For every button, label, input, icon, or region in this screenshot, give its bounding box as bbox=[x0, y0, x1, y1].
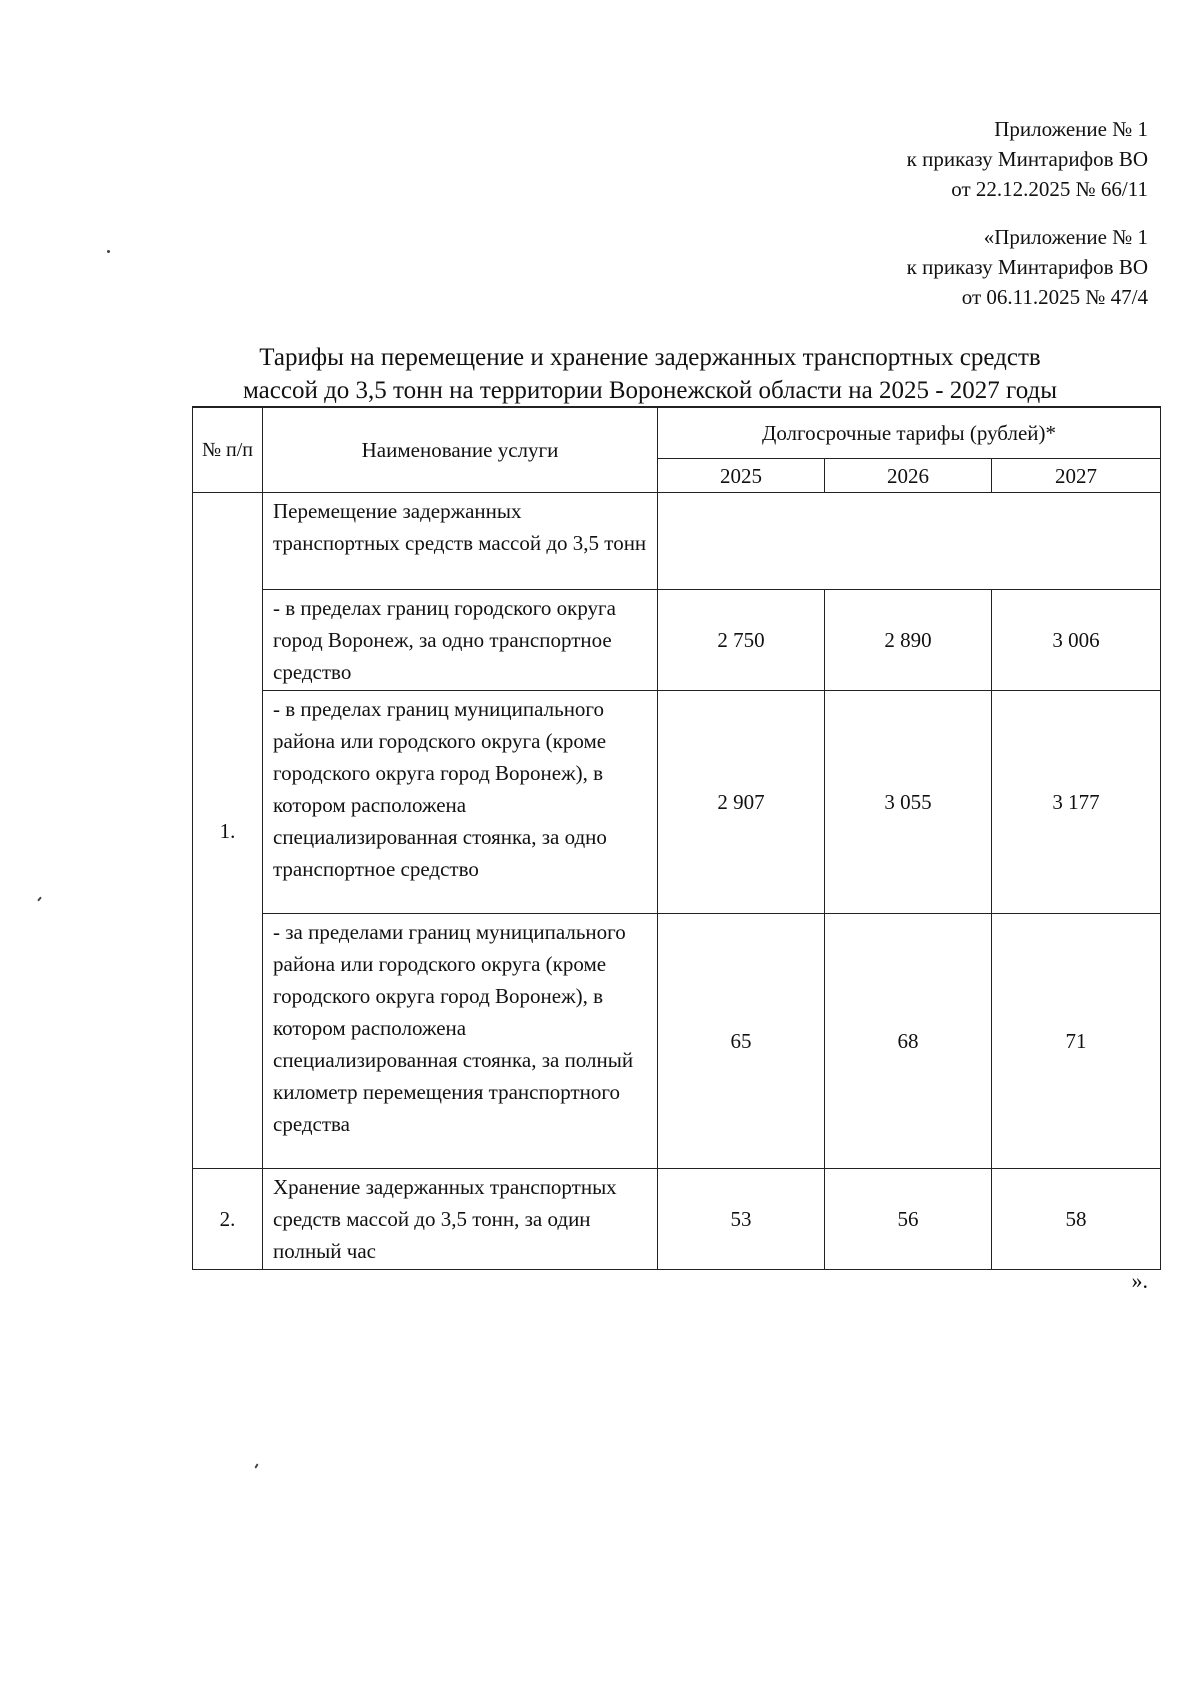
section1-title: Перемещение задержанных транспортных средств массой до 3,5 тонн bbox=[263, 493, 658, 590]
annex-current-line3: от 22.12.2025 № 66/11 bbox=[951, 177, 1148, 201]
header-year-2026: 2026 bbox=[825, 459, 992, 493]
table-row bbox=[193, 1169, 1161, 1270]
closing-quote: ». bbox=[1131, 1268, 1148, 1293]
table-row bbox=[193, 493, 1161, 590]
section2-value-2025: 53 bbox=[658, 1169, 825, 1270]
section1-row1-value-2026: 2 890 bbox=[825, 590, 992, 691]
section2-value-2027: 58 bbox=[992, 1169, 1161, 1270]
header-year-2027: 2027 bbox=[992, 459, 1161, 493]
section1-row2-name: - в пределах границ муниципального района или городского округа (кроме городского округа город Воронеж), в котором расположена специализированная стоянка, за одно транспортное средство bbox=[263, 691, 658, 914]
document-title-line2: массой до 3,5 тонн на территории Воронежской области на 2025 - 2027 годы bbox=[243, 377, 1057, 404]
section1-row3-value-2025: 65 bbox=[658, 914, 825, 1169]
table-row bbox=[193, 914, 1161, 1169]
section2-name: Хранение задержанных транспортных средств массой до 3,5 тонн, за один полный час bbox=[263, 1169, 658, 1270]
annex-original-line2: к приказу Минтарифов ВО bbox=[906, 255, 1148, 279]
section1-row1-value-2027: 3 006 bbox=[992, 590, 1161, 691]
section1-row1-name: - в пределах границ городского округа город Воронеж, за одно транспортное средство bbox=[263, 590, 658, 691]
annex-original-line3: от 06.11.2025 № 47/4 bbox=[961, 285, 1148, 309]
annex-reference-original bbox=[907, 222, 1148, 312]
section1-number: 1. bbox=[193, 493, 263, 1169]
header-number: № п/п bbox=[193, 407, 263, 493]
section1-row2-value-2027: 3 177 bbox=[992, 691, 1161, 914]
tariff-table bbox=[192, 406, 1161, 1270]
document-title bbox=[180, 341, 1120, 407]
header-long-term-tariffs: Долгосрочные тарифы (рублей)* bbox=[658, 407, 1161, 459]
scan-speck bbox=[37, 896, 42, 901]
annex-original-line1: «Приложение № 1 bbox=[983, 225, 1148, 249]
section1-empty-values bbox=[658, 493, 1161, 590]
header-year-2025: 2025 bbox=[658, 459, 825, 493]
section1-row3-value-2027: 71 bbox=[992, 914, 1161, 1169]
annex-current-line2: к приказу Минтарифов ВО bbox=[906, 147, 1148, 171]
section1-row2-value-2026: 3 055 bbox=[825, 691, 992, 914]
table-row bbox=[193, 590, 1161, 691]
scan-speck bbox=[107, 250, 110, 253]
annex-reference-current bbox=[907, 114, 1148, 204]
table-header-row bbox=[193, 407, 1161, 459]
section1-row1-value-2025: 2 750 bbox=[658, 590, 825, 691]
table-row bbox=[193, 691, 1161, 914]
document-title-line1: Тарифы на перемещение и хранение задержанных транспортных средств bbox=[259, 344, 1041, 371]
section1-row3-value-2026: 68 bbox=[825, 914, 992, 1169]
section1-row3-name: - за пределами границ муниципального района или городского округа (кроме городского округа город Воронеж), в котором расположена специализированная стоянка, за полный километр перемещения транспортного средства bbox=[263, 914, 658, 1169]
section2-value-2026: 56 bbox=[825, 1169, 992, 1270]
scan-speck bbox=[254, 1463, 258, 1468]
section1-row2-value-2025: 2 907 bbox=[658, 691, 825, 914]
annex-current-line1: Приложение № 1 bbox=[994, 117, 1148, 141]
section2-number: 2. bbox=[193, 1169, 263, 1270]
header-service-name: Наименование услуги bbox=[263, 407, 658, 493]
